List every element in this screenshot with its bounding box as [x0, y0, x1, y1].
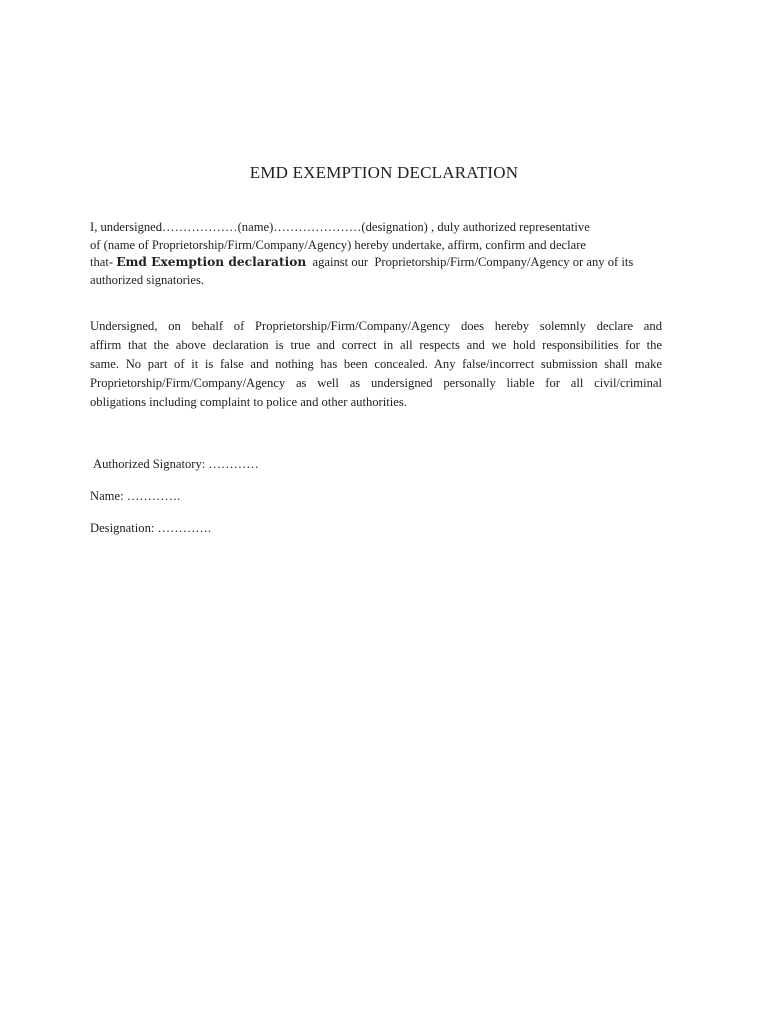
paragraph-line: authorized signatories.	[90, 272, 205, 287]
name-field: Name: ………….	[90, 489, 181, 503]
paragraph-line	[90, 254, 662, 272]
paragraph-line: affirm that the above declaration is true and correct in all respects and we hold responsibilities for the	[90, 338, 662, 352]
declaration-paragraph	[90, 219, 662, 289]
designation-field: Designation: ………….	[90, 521, 212, 535]
paragraph-line: Proprietorship/Firm/Company/Agency as well as undersigned personally liable for all civil/criminal	[90, 376, 662, 390]
bold-term: Emd Exemption declaration	[116, 255, 307, 269]
paragraph-line: obligations including complaint to police and other authorities.	[90, 395, 407, 409]
paragraph-line: I, undersigned………………(name)…………………(designation) , duly authorized representative	[90, 220, 590, 234]
undertaking-paragraph	[90, 317, 662, 412]
paragraph-line: Undersigned, on behalf of Proprietorship/Firm/Company/Agency does hereby solemnly declare and	[90, 319, 662, 333]
paragraph-line-suffix: against our Proprietorship/Firm/Company/Agency or any of its	[306, 255, 634, 269]
authorized-signatory-field: Authorized Signatory: …………	[93, 457, 259, 471]
paragraph-line: of (name of Proprietorship/Firm/Company/Agency) hereby undertake, affirm, confirm and declare	[90, 237, 587, 252]
paragraph-line: same. No part of it is false and nothing has been concealed. Any false/incorrect submission shall make	[90, 357, 662, 371]
paragraph-line-prefix: that-	[90, 255, 117, 269]
document-title: EMD EXEMPTION DECLARATION	[249, 163, 519, 182]
